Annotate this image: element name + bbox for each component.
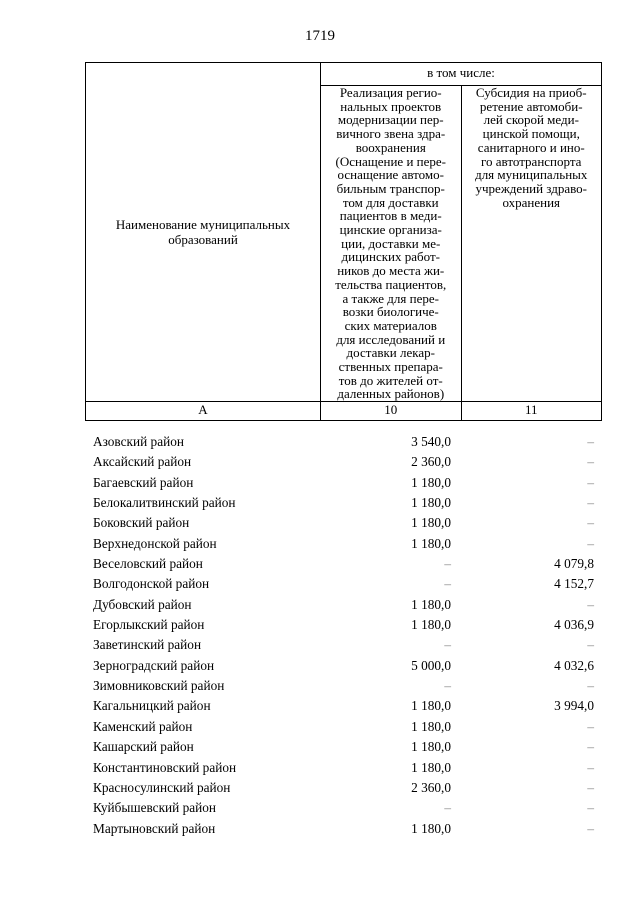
value-col-11: – (587, 596, 594, 612)
column-header-11-text (462, 86, 602, 209)
column-header-10-text (321, 86, 461, 401)
table-row (85, 717, 602, 737)
header-text-line: ретение автомоби- (479, 98, 583, 114)
municipality-name: Кашарский район (93, 739, 194, 755)
table-row (85, 656, 602, 676)
value-col-11: 4 152,7 (554, 576, 594, 592)
column-number-a: А (86, 402, 321, 421)
table-row (85, 758, 602, 778)
header-text-line: ственных препара- (338, 359, 443, 375)
page-number: 1719 (305, 28, 335, 44)
header-text-line: доставки лекар- (346, 345, 435, 361)
header-text-line: Субсидия на приоб- (475, 85, 587, 100)
header-text-line: а также для пере- (342, 290, 439, 306)
header-text-line: го автотранспорта (481, 153, 582, 169)
header-text-line: для исследований и (336, 331, 446, 347)
header-text-line: цинской помощи, (482, 126, 580, 142)
table-header (85, 62, 602, 421)
table-row (85, 696, 602, 716)
header-text-line: тов до жителей от- (338, 372, 443, 388)
header-text-line: нальных проектов (340, 98, 442, 114)
value-col-11: 4 079,8 (554, 556, 594, 572)
table-row (85, 473, 602, 493)
header-text-line: том для доставки (342, 194, 439, 210)
municipality-name: Зимовниковский район (93, 678, 225, 694)
value-col-10: – (444, 556, 451, 572)
table-row (85, 595, 602, 615)
value-col-10: 3 540,0 (411, 434, 451, 449)
column-number-11: 11 (461, 402, 602, 421)
table-row (85, 513, 602, 533)
header-text-line: охранения (502, 194, 561, 210)
municipality-name: Дубовский район (93, 596, 192, 612)
value-col-10: 2 360,0 (411, 779, 451, 795)
table-row (85, 493, 602, 513)
header-text-line: для муниципальных (475, 167, 588, 183)
header-text-line: цинские организа- (339, 222, 442, 238)
column-header-11 (461, 86, 602, 402)
header-text-line: ции, доставки ме- (341, 235, 441, 251)
municipality-name: Куйбышевский район (93, 800, 217, 816)
table-row (85, 737, 602, 757)
table-row (85, 534, 602, 554)
table-row (85, 778, 602, 798)
value-col-11: – (587, 739, 594, 755)
municipality-name: Заветинский район (93, 637, 202, 653)
municipality-name: Мартыновский район (93, 820, 216, 836)
column-group-header: в том числе: (321, 63, 602, 86)
value-col-11: – (587, 454, 594, 470)
table-row (85, 676, 602, 696)
value-col-10: – (444, 678, 451, 694)
header-text-line: санитарного и ино- (477, 139, 585, 155)
value-col-10: 1 180,0 (411, 495, 451, 511)
municipality-name: Верхнедонской район (93, 535, 217, 551)
table-row (85, 452, 602, 472)
value-col-10: 1 180,0 (411, 739, 451, 755)
header-text-line: Реализация регио- (339, 85, 442, 100)
value-col-11: – (587, 535, 594, 551)
value-col-10: 1 180,0 (411, 820, 451, 836)
header-text-line: воохранения (355, 139, 426, 155)
column-header-name-text: Наименование муниципальных образований (115, 217, 291, 248)
value-col-11: – (587, 495, 594, 511)
value-col-10: 1 180,0 (411, 617, 451, 633)
value-col-11: – (587, 718, 594, 734)
value-col-10: 1 180,0 (411, 698, 451, 714)
value-col-11: – (587, 800, 594, 816)
table-row (85, 554, 602, 574)
header-text-line: модернизации пер- (337, 112, 444, 128)
header-text-line: учреждений здраво- (475, 180, 587, 196)
value-col-11: – (587, 474, 594, 490)
municipality-name: Зерноградский район (93, 657, 215, 673)
value-col-11: – (587, 678, 594, 694)
header-text-line: ников до места жи- (337, 263, 445, 279)
value-col-10: 1 180,0 (411, 718, 451, 734)
municipality-name: Красносулинский район (93, 779, 231, 795)
value-col-11: – (587, 820, 594, 836)
municipality-name: Егорлыкский район (93, 617, 205, 633)
table-row (85, 819, 602, 839)
header-text-line: даленных районов) (337, 386, 445, 402)
value-col-11: 4 036,9 (554, 617, 594, 633)
value-col-10: – (444, 576, 451, 592)
table-row (85, 574, 602, 594)
header-text-line: ских материалов (344, 317, 437, 333)
municipality-name: Кагальницкий район (93, 698, 211, 714)
municipality-name: Багаевский район (93, 474, 194, 490)
column-header-name (86, 63, 321, 402)
value-col-10: 2 360,0 (411, 454, 451, 470)
header-text-line: (Оснащение и пере- (335, 153, 446, 169)
value-col-11: 3 994,0 (554, 698, 594, 714)
value-col-11: – (587, 637, 594, 653)
table-row (85, 798, 602, 818)
municipality-name: Белокалитвинский район (93, 495, 236, 511)
header-text-line: оснащение автомо- (337, 167, 444, 183)
header-text-line: бильным транспор- (336, 180, 445, 196)
table-body (85, 432, 602, 839)
table-row (85, 635, 602, 655)
column-header-10 (321, 86, 462, 402)
municipality-name: Константиновский район (93, 759, 237, 775)
municipality-name: Азовский район (93, 434, 184, 449)
value-col-10: 1 180,0 (411, 474, 451, 490)
value-col-11: – (587, 515, 594, 531)
table-row (85, 432, 602, 452)
header-text-line: возки биологиче- (342, 304, 439, 320)
municipality-name: Аксайский район (93, 454, 192, 470)
municipality-name: Каменский район (93, 718, 193, 734)
header-text-line: пациентов в меди- (339, 208, 442, 224)
header-text-line: вичного звена здра- (336, 126, 446, 142)
table-row (85, 615, 602, 635)
header-text-line: лей скорой меди- (483, 112, 579, 128)
value-col-11: 4 032,6 (554, 657, 594, 673)
value-col-10: 1 180,0 (411, 535, 451, 551)
value-col-10: 1 180,0 (411, 759, 451, 775)
header-text-line: тельства пациентов, (335, 276, 447, 292)
value-col-10: 1 180,0 (411, 596, 451, 612)
value-col-10: – (444, 800, 451, 816)
value-col-11: – (587, 434, 594, 449)
column-number-10: 10 (321, 402, 462, 421)
municipality-name: Волгодонской район (93, 576, 210, 592)
value-col-10: 5 000,0 (411, 657, 451, 673)
municipality-name: Боковский район (93, 515, 190, 531)
header-text-line: дицинских работ- (341, 249, 440, 265)
value-col-11: – (587, 779, 594, 795)
value-col-10: 1 180,0 (411, 515, 451, 531)
value-col-11: – (587, 759, 594, 775)
municipality-name: Веселовский район (93, 556, 203, 572)
value-col-10: – (444, 637, 451, 653)
